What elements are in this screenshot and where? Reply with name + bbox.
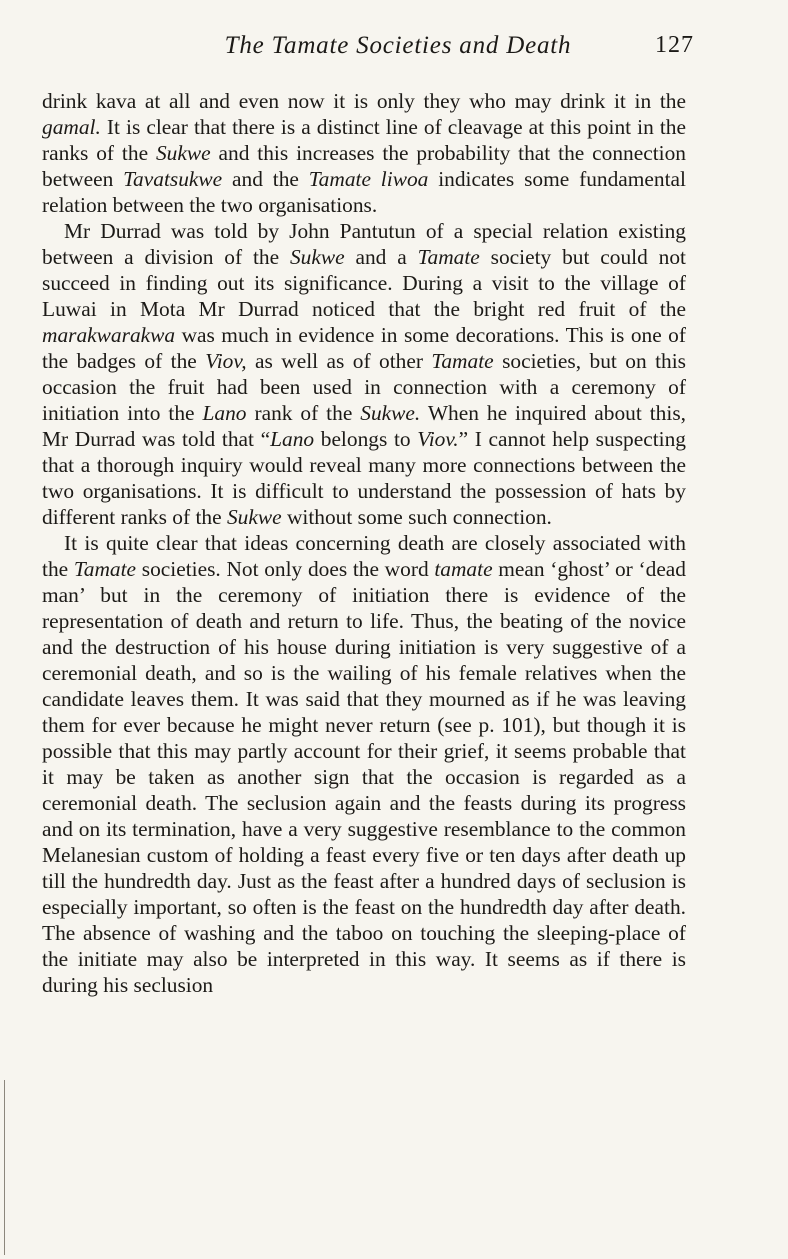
italic-term: Tavatsukwe: [123, 167, 223, 191]
body-text: [42, 88, 686, 998]
italic-term: Sukwe: [155, 141, 211, 165]
text-run: drink kava at all and even now it is only they who may drink it in the: [42, 89, 686, 113]
italic-term: tamate: [434, 557, 493, 581]
italic-term: Sukwe: [289, 245, 345, 269]
page-edge-line: [4, 1080, 5, 1255]
paragraph: [42, 530, 686, 998]
text-run: and a: [344, 245, 418, 269]
text-run: without some such connection.: [281, 505, 552, 529]
italic-term: Tamate: [73, 557, 137, 581]
paragraph: [42, 88, 686, 218]
text-run: ” I cannot help suspecting that a thorough inquiry would reveal many more connections between the two organisations. It is difficult to understand the possession of hats by different ranks of the: [42, 427, 686, 529]
text-run: indicates some fundamental relation between the two organisations.: [42, 167, 686, 217]
italic-term: Tamate liwoa: [308, 167, 429, 191]
page-number: 127: [655, 32, 694, 58]
italic-term: Lano: [270, 427, 315, 451]
italic-term: marakwarakwa: [42, 323, 176, 347]
text-run: When he inquired about this, Mr Durrad was told that “: [42, 401, 686, 451]
text-run: as well as of other: [246, 349, 432, 373]
italic-term: Tamate: [431, 349, 494, 373]
italic-term: Sukwe.: [360, 401, 421, 425]
italic-term: Lano: [202, 401, 247, 425]
text-run: societies, but on this occasion the fruit had been used in connection with a ceremony of initiation into the: [42, 349, 686, 425]
text-run: society but could not succeed in finding out its significance. During a visit to the village of Luwai in Mota Mr Durrad noticed that the bright red fruit of the: [42, 245, 686, 321]
text-run: societies. Not only does the word: [136, 557, 435, 581]
paragraph: [42, 218, 686, 530]
italic-term: gamal.: [42, 115, 101, 139]
text-run: mean ‘ghost’ or ‘dead man’ but in the ceremony of initiation there is evidence of the representation of death and return to life. Thus, the beating of the novice and the destruction of his house during initiation is very suggestive of a ceremonial death, and so is the wailing of his female relatives when the candidate leaves them. It was said that they mourned as if he was leaving them for ever because he might never return (see p. 101), but though it is possible that this may partly account for their grief, it seems probable that it may be taken as another sign that the occasion is regarded as a ceremonial death. The seclusion again and the feasts during its progress and on its termination, have a very suggestive resemblance to the common Melanesian custom of holding a feast every five or ten days after death up till the hundredth day. Just as the feast after a hundred days of seclusion is especially important, so often is the feast on the hundredth day after death. The absence of washing and the taboo on touching the sleeping-place of the initiate may also be interpreted in this way. It seems as if there is during his seclusion: [42, 557, 686, 997]
text-run: belongs to: [314, 427, 418, 451]
italic-term: Tamate: [417, 245, 480, 269]
running-title: The Tamate Societies and Death: [224, 32, 572, 59]
italic-term: Viov.: [417, 427, 459, 451]
text-run: It is clear that there is a distinct line of cleavage at this point in the ranks of the: [42, 115, 686, 165]
text-run: and the: [222, 167, 309, 191]
page-header: [42, 32, 694, 68]
text-run: rank of the: [246, 401, 361, 425]
italic-term: Viov,: [205, 349, 247, 373]
text-run: It is quite clear that ideas concerning death are closely associated with the: [42, 531, 686, 581]
text-run: was much in evidence in some decorations. This is one of the badges of the: [42, 323, 686, 373]
italic-term: Sukwe: [226, 505, 282, 529]
text-run: Mr Durrad was told by John Pantutun of a special relation existing between a division of the: [42, 219, 686, 269]
text-run: and this increases the probability that the connection between: [42, 141, 686, 191]
